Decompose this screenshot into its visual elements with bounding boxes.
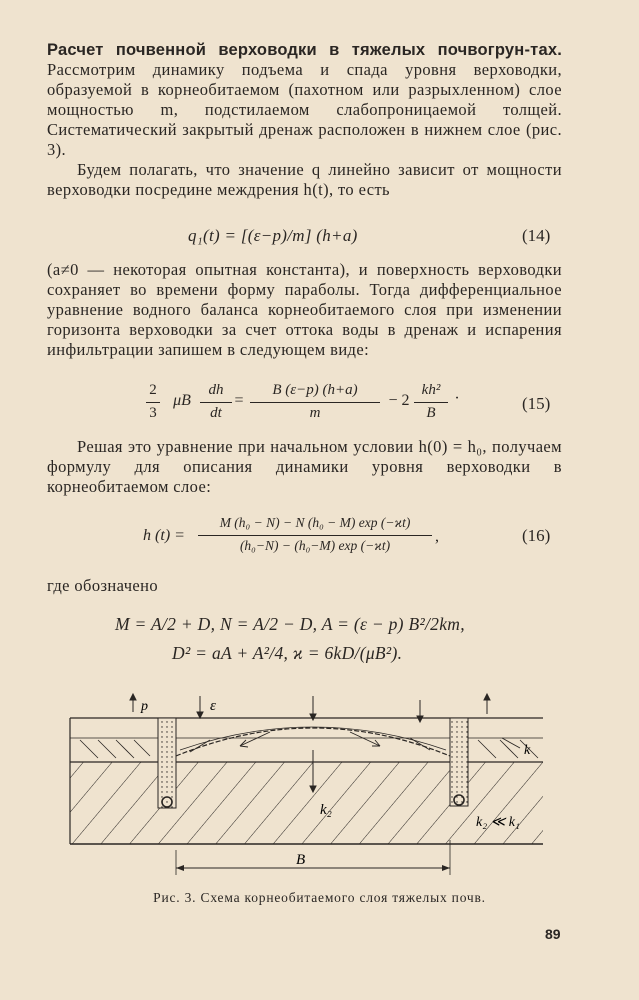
- label-k2-much-less-k1: k₂ ≪ k₁: [476, 815, 520, 830]
- label-p: p: [141, 699, 148, 714]
- definitions-line-2: D² = aA + A²/4, ϰ = 6kD/(μB²).: [172, 643, 403, 663]
- eq16-lhs: h (t) =: [143, 527, 185, 544]
- eq15-frac3-numerator: B (ε−p) (h+a): [272, 382, 358, 398]
- soil-layers: [70, 718, 543, 844]
- surface-hatch: [80, 740, 538, 758]
- paragraph-solution: Решая это уравнение при начальном условии h(0) = h₀, получаем формулу для описания динамики уровня верховодки в корнеобитаемом слое:: [47, 437, 562, 496]
- eq16-denominator: (h₀−N) − (h₀−M) exp (−ϰt): [239, 538, 391, 553]
- figure-caption: Рис. 3. Схема корнеобитаемого слоя тяжелых почв.: [153, 890, 486, 905]
- eq15-frac1-denominator: 3: [149, 405, 157, 421]
- eq15-frac4-line: [414, 402, 448, 403]
- eq15-dot: ·: [454, 390, 460, 407]
- eq15-frac1-numerator: 2: [149, 382, 157, 398]
- eq15-muB: μB: [173, 392, 191, 409]
- equation-15-number: (15): [522, 394, 551, 413]
- flow-arrows: [190, 732, 430, 752]
- eq15-frac1-line: [146, 402, 160, 403]
- paragraph-balance: (a≠0 — некоторая опытная константа), и поверхность верховодки сохраняет во времени форму параболы. Тогда дифференциальное уравнение водного баланса корнеобитаемого слоя при изменении горизонта верховодки за счет оттока воды в дренаж и испарения инфильтрации запишем в следующем виде:: [47, 260, 562, 359]
- label-k: k: [524, 743, 531, 758]
- equation-16-number: (16): [522, 526, 551, 545]
- figure-soil-layer-diagram: [0, 690, 639, 885]
- paragraph-assumption: Будем полагать, что значение q линейно зависит от мощности верховодки посредине междрения h(t), то есть: [47, 160, 562, 199]
- definitions-line-1: M = A/2 + D, N = A/2 − D, A = (ε − p) B²/2km,: [115, 614, 465, 634]
- label-k2: k₂: [320, 802, 332, 818]
- eq15-minus-two: − 2: [388, 392, 410, 409]
- equation-14-number: (14): [522, 226, 551, 245]
- paragraph-intro: [47, 40, 562, 160]
- eq15-frac2-denominator: dt: [210, 405, 222, 421]
- label-B: B: [296, 852, 306, 868]
- eq15-frac3-line: [250, 402, 380, 403]
- equation-14: q₁(t) = [(ε−p)/m] (h+a): [188, 226, 358, 245]
- eq15-frac2-numerator: dh: [208, 382, 224, 398]
- eq15-frac3-denominator: m: [309, 405, 321, 421]
- where-denoted: где обозначено: [47, 576, 158, 595]
- eq16-comma: ,: [435, 528, 439, 545]
- paragraph-intro-text: Рассмотрим динамику подъема и спада уровня верховодки, образуемой в корнеобитаемом (пахотном или разрыхленном) слое мощностью m, подстилаемом слабопроницаемой толщей. Систематический закрытый дренаж расположен в нижнем слое (рис. 3).: [47, 60, 562, 159]
- eq15-frac4-numerator: kh²: [421, 382, 441, 398]
- page-number: 89: [545, 926, 561, 942]
- eq16-numerator: M (h₀ − N) − N (h₀ − M) exp (−ϰt): [219, 515, 411, 530]
- eq15-frac2-line: [200, 402, 232, 403]
- label-epsilon: ε: [210, 698, 216, 714]
- eq16-fraction-line: [198, 535, 432, 536]
- section-heading: Расчет почвенной верховодки в тяжелых почвогрун-тах.: [47, 41, 562, 59]
- eq15-frac4-denominator: B: [426, 405, 436, 421]
- eq15-equals: =: [234, 392, 244, 409]
